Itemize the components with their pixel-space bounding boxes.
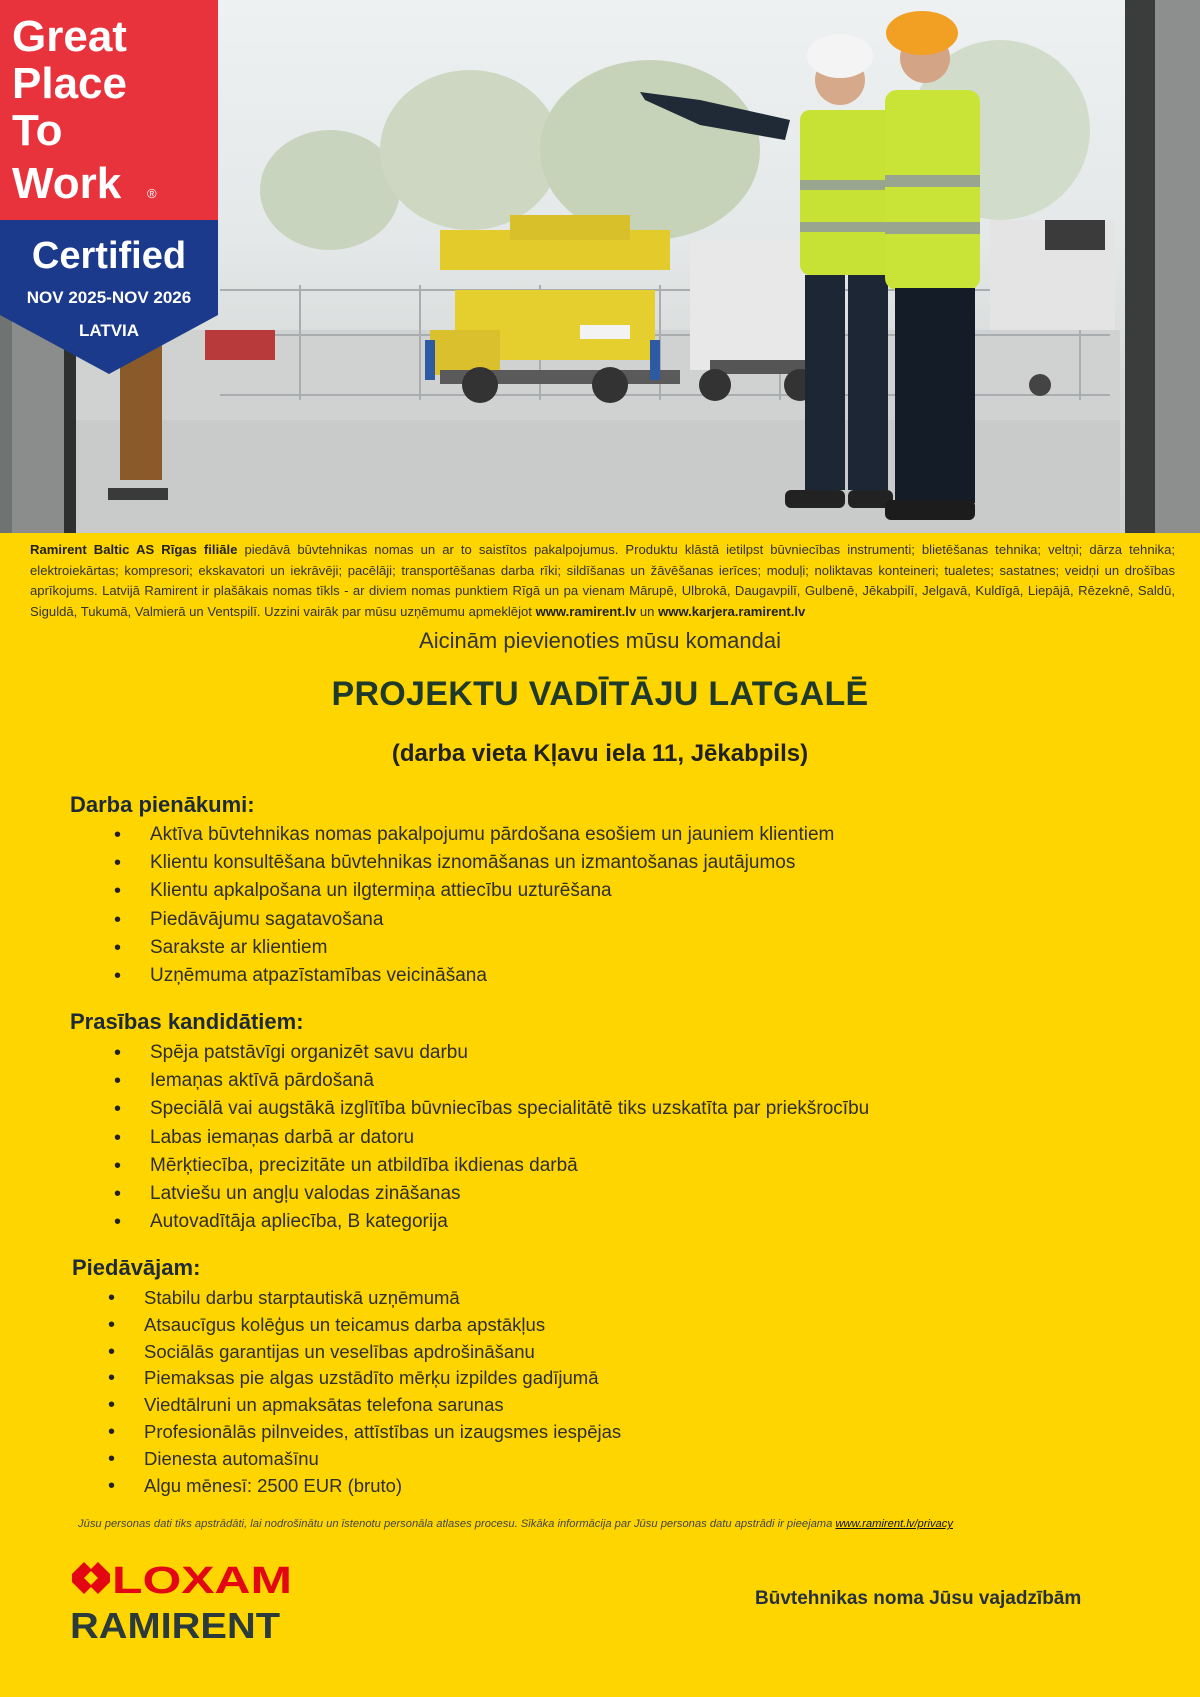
badge-country: LATVIA xyxy=(78,321,140,340)
registered-mark-icon: ® xyxy=(147,186,157,201)
list-item: • Piemaksas pie algas uzstādīto mērķu izpildes gadījumā xyxy=(108,1365,621,1392)
offer-heading: Piedāvājam: xyxy=(72,1255,201,1280)
logo-loxam: LOXAM xyxy=(112,1560,292,1602)
intro-joiner: un xyxy=(636,603,659,619)
badge-period: NOV 2025-NOV 2026 xyxy=(26,288,192,307)
list-item: • Atsaucīgus kolēģus un teicamus darba apstākļus xyxy=(108,1312,621,1339)
offer-list xyxy=(108,1285,621,1499)
list-item: • Klientu apkalpošana un ilgtermiņa attiecību uzturēšana xyxy=(114,877,834,905)
gptw-certified-badge xyxy=(0,0,218,374)
badge-line4: Work xyxy=(12,159,122,208)
list-item: • Speciālā vai augstākā izglītība būvniecības specialitātē tiks uzskatīta par priekšrocību xyxy=(114,1095,869,1123)
intro-link-ramirent[interactable]: www.ramirent.lv xyxy=(535,603,637,619)
list-item: • Piedāvājumu sagatavošana xyxy=(114,906,834,934)
header-photo xyxy=(0,0,1200,533)
list-item: • Klientu konsultēšana būvtehnikas iznomāšanas un izmantošanas jautājumos xyxy=(114,849,834,877)
job-title: PROJEKTU VADĪTĀJU LATGALĒ xyxy=(331,675,869,713)
loxam-arrow-right-icon xyxy=(90,1562,110,1594)
intro-company: Ramirent Baltic AS Rīgas filiāle xyxy=(30,542,238,557)
list-item: • Aktīva būvtehnikas nomas pakalpojumu pārdošana esošiem un jauniem klientiem xyxy=(114,821,834,849)
intro-link-karjera[interactable]: www.karjera.ramirent.lv xyxy=(658,603,806,619)
privacy-notice xyxy=(78,1518,953,1530)
list-item: • Stabilu darbu starptautiskā uzņēmumā xyxy=(108,1285,621,1312)
list-item: • Spēja patstāvīgi organizēt savu darbu xyxy=(114,1039,869,1067)
requirements-heading: Prasības kandidātiem: xyxy=(70,1009,304,1034)
list-item: • Autovadītāja apliecība, B kategorija xyxy=(114,1208,869,1236)
list-item: • Latviešu un angļu valodas zināšanas xyxy=(114,1180,869,1208)
list-item: • Sociālās garantijas un veselības apdrošināšanu xyxy=(108,1339,621,1366)
logo-ramirent: RAMIRENT xyxy=(70,1605,281,1645)
tagline: Būvtehnikas noma Jūsu vajadzībām xyxy=(755,1588,1082,1609)
badge-certified: Certified xyxy=(31,235,187,277)
list-item: • Labas iemaņas darbā ar datoru xyxy=(114,1124,869,1152)
privacy-text: Jūsu personas dati tiks apstrādāti, lai nodrošinātu un īstenotu personāla atlases procesu. Sīkāka informācija par Jūsu personas datu apstrādi ir pieejama xyxy=(78,1518,836,1530)
list-item: • Sarakste ar klientiem xyxy=(114,934,834,962)
list-item: • Viedtālruni un apmaksātas telefona sarunas xyxy=(108,1392,621,1419)
requirements-list xyxy=(114,1039,869,1236)
duties-heading: Darba pienākumi: xyxy=(70,792,255,817)
loxam-ramirent-logo xyxy=(70,1560,300,1645)
list-item: • Algu mēnesī: 2500 EUR (bruto) xyxy=(108,1473,621,1500)
duties-list xyxy=(114,821,834,990)
list-item: • Profesionālās pilnveides, attīstības un izaugsmes iespējas xyxy=(108,1419,621,1446)
privacy-link[interactable]: www.ramirent.lv/privacy xyxy=(835,1518,953,1530)
loxam-arrow-left-icon xyxy=(72,1562,92,1594)
badge-line2: Place xyxy=(12,59,127,108)
badge-line1: Great xyxy=(12,12,127,61)
list-item: • Iemaņas aktīvā pārdošanā xyxy=(114,1067,869,1095)
list-item: • Uzņēmuma atpazīstamības veicināšana xyxy=(114,962,834,990)
intro-text: piedāvā būvtehnikas nomas un ar to saistītos pakalpojumus. Produktu klāstā ietilpst būvniecības instrumenti; blietēšanas tehnika; veltņi; dārza tehnika; elektroiekārtas; kompresori; ekskavatori un iekrāvēji; pacēlāji; transportēšanas darba rīki; sildīšanas un žāvēšanas ierīces; moduļi; noliktavas konteineri; tualetes; sastatnes; veidņi un drošības aprīkojums. Latvijā Ramirent ir plašākais nomas tīkls - ar diviem nomas punktiem Rīgā un pa vienam Mārupē, Ulbrokā, Daugavpilī, Gulbenē, Jēkabpilī, Jelgavā, Kuldīgā, Liepājā, Rēzeknē, Saldū, Siguldā, Tukumā, Valmierā un Ventspilī. Uzzini vairāk par mūsu uzņēmumu apmeklējot xyxy=(30,542,1175,619)
list-item: • Mērķtiecība, precizitāte un atbildība ikdienas darbā xyxy=(114,1152,869,1180)
company-intro xyxy=(30,540,1175,622)
list-item: • Dienesta automašīnu xyxy=(108,1446,621,1473)
invite-text: Aicinām pievienoties mūsu komandai xyxy=(419,628,781,653)
job-location: (darba vieta Kļavu iela 11, Jēkabpils) xyxy=(391,740,809,767)
badge-line3: To xyxy=(12,106,63,155)
